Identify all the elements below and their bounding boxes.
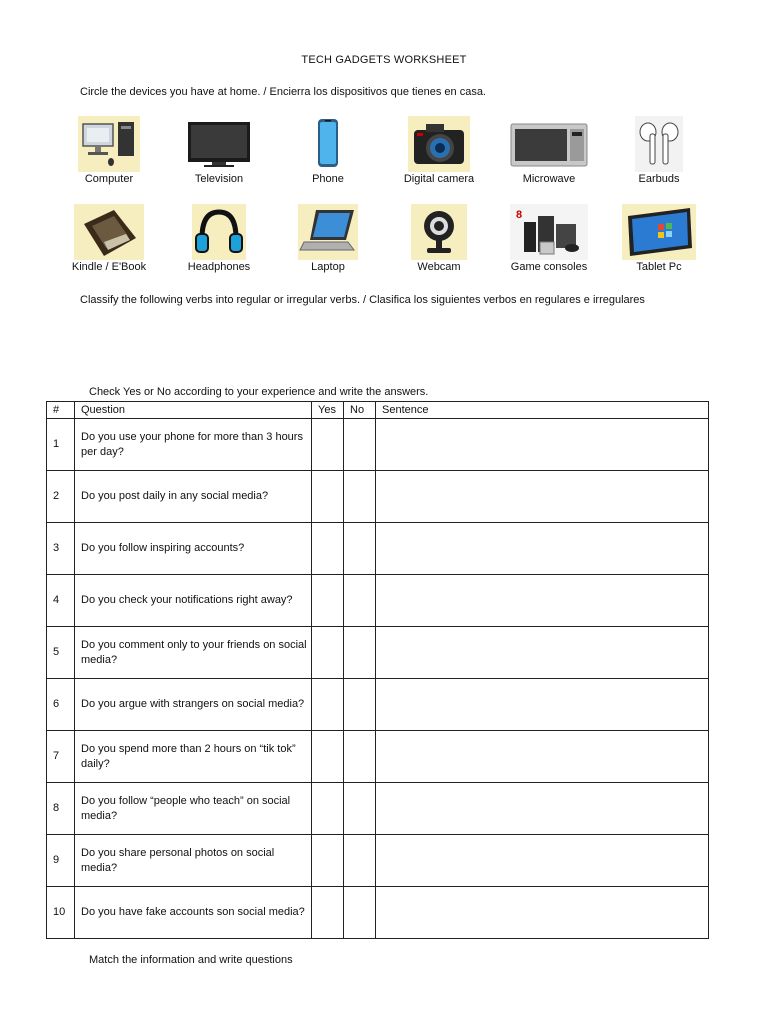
tablet-icon [622,204,696,260]
computer-icon [78,116,140,172]
device-label: Computer [84,173,134,185]
game-consoles-icon [510,204,588,260]
row-question: Do you comment only to your friends on social media? [75,627,312,679]
row-number: 9 [47,835,75,887]
row-question: Do you check your notifications right away? [75,575,312,627]
no-cell[interactable] [344,575,376,627]
device-webcam[interactable] [384,204,494,273]
yes-cell[interactable] [312,679,344,731]
table-row [47,731,709,783]
no-cell[interactable] [344,679,376,731]
device-phone[interactable] [273,116,383,185]
device-label: Laptop [311,261,345,273]
table-row [47,471,709,523]
row-question: Do you argue with strangers on social media? [75,679,312,731]
device-label: Webcam [417,261,461,273]
sentence-cell[interactable] [376,523,709,575]
worksheet-title: TECH GADGETS WORKSHEET [301,54,467,66]
header-sentence: Sentence [376,402,709,419]
webcam-icon [411,204,467,260]
device-digital-camera[interactable] [384,116,494,185]
laptop-icon [298,204,358,260]
no-cell[interactable] [344,471,376,523]
device-earbuds[interactable] [604,116,714,185]
devices-instruction: Circle the devices you have at home. / Encierra los dispositivos que tienes en casa. [80,86,486,98]
device-label: Tablet Pc [636,261,682,273]
table-row [47,419,709,471]
row-question: Do you have fake accounts son social media? [75,887,312,939]
sentence-cell[interactable] [376,471,709,523]
row-number: 7 [47,731,75,783]
sentence-cell[interactable] [376,679,709,731]
row-number: 3 [47,523,75,575]
table-header-row [47,402,709,419]
no-cell[interactable] [344,419,376,471]
yes-cell[interactable] [312,627,344,679]
no-cell[interactable] [344,887,376,939]
verbs-instruction: Classify the following verbs into regular or irregular verbs. / Clasifica los siguientes verbos en regulares e irregulares [80,294,645,306]
row-question: Do you spend more than 2 hours on “tik tok” daily? [75,731,312,783]
no-cell[interactable] [344,731,376,783]
ebook-icon [74,204,144,260]
no-cell[interactable] [344,783,376,835]
yes-cell[interactable] [312,887,344,939]
yes-cell[interactable] [312,419,344,471]
device-laptop[interactable] [273,204,383,273]
no-cell[interactable] [344,835,376,887]
phone-icon [313,116,343,172]
device-label: Headphones [187,261,251,273]
header-no: No [344,402,376,419]
device-label: Microwave [522,173,576,185]
camera-icon [408,116,470,172]
row-question: Do you use your phone for more than 3 hours per day? [75,419,312,471]
sentence-cell[interactable] [376,887,709,939]
header-number: # [47,402,75,419]
table-row [47,627,709,679]
yes-cell[interactable] [312,523,344,575]
sentence-cell[interactable] [376,575,709,627]
device-tablet[interactable] [604,204,714,273]
earbuds-icon [635,116,683,172]
yes-cell[interactable] [312,835,344,887]
device-label: Earbuds [638,173,680,185]
no-cell[interactable] [344,627,376,679]
row-number: 5 [47,627,75,679]
device-label: Phone [312,173,344,185]
questions-table [46,401,709,939]
table-row [47,523,709,575]
table-row [47,835,709,887]
device-label: Kindle / E'Book [71,261,147,273]
device-computer[interactable] [54,116,164,185]
row-number: 4 [47,575,75,627]
device-kindle-ebook[interactable] [54,204,164,273]
table-row [47,679,709,731]
device-television[interactable] [164,116,274,185]
row-number: 2 [47,471,75,523]
microwave-icon [510,116,588,172]
device-label: Game consoles [510,261,588,273]
table-row [47,887,709,939]
row-question: Do you follow “people who teach” on social media? [75,783,312,835]
header-yes: Yes [312,402,344,419]
headphones-icon [192,204,246,260]
svg-text:8: 8 [516,209,523,221]
sentence-cell[interactable] [376,783,709,835]
row-question: Do you share personal photos on social media? [75,835,312,887]
yes-cell[interactable] [312,471,344,523]
yes-cell[interactable] [312,575,344,627]
device-label: Digital camera [403,173,475,185]
sentence-cell[interactable] [376,731,709,783]
television-icon [186,116,252,172]
sentence-cell[interactable] [376,627,709,679]
row-number: 10 [47,887,75,939]
device-headphones[interactable] [164,204,274,273]
sentence-cell[interactable] [376,419,709,471]
row-question: Do you post daily in any social media? [75,471,312,523]
device-game-consoles[interactable] [494,204,604,273]
sentence-cell[interactable] [376,835,709,887]
header-question: Question [75,402,312,419]
device-microwave[interactable] [494,116,604,185]
device-label: Television [194,173,244,185]
match-instruction: Match the information and write questions [89,954,293,966]
row-number: 1 [47,419,75,471]
yes-cell[interactable] [312,731,344,783]
row-number: 6 [47,679,75,731]
row-number: 8 [47,783,75,835]
table-row [47,783,709,835]
row-question: Do you follow inspiring accounts? [75,523,312,575]
check-instruction: Check Yes or No according to your experience and write the answers. [89,386,429,398]
table-row [47,575,709,627]
yes-cell[interactable] [312,783,344,835]
no-cell[interactable] [344,523,376,575]
